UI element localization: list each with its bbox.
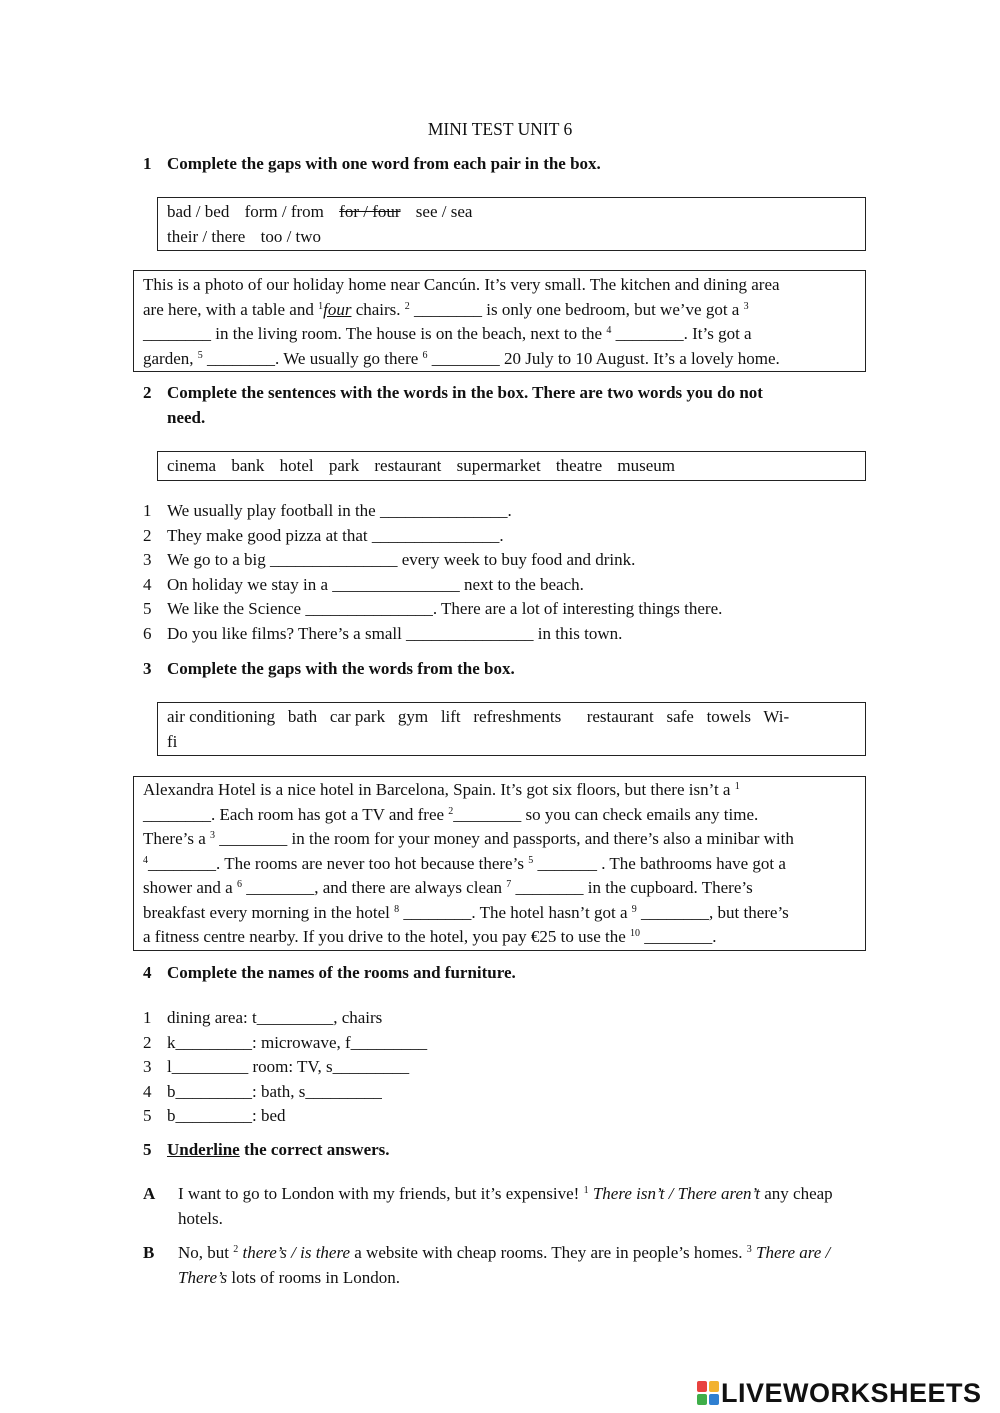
q2-sentence-list bbox=[143, 499, 722, 647]
q1-pair-3-crossed: for / four bbox=[339, 202, 401, 221]
q1-pair-4: see / sea bbox=[415, 202, 473, 221]
q1-text-line-4: garden, $^5$ ________. We usually go there $^6$ ________ 20 July to 10 August. It’s a lovely home. bbox=[143, 348, 780, 368]
q1-pair-6: too / two bbox=[260, 226, 322, 246]
speaker-a: A bbox=[143, 1184, 156, 1203]
q2-word-3: hotel bbox=[279, 456, 314, 475]
q2-word-5: restaurant bbox=[374, 456, 442, 475]
q1-heading bbox=[143, 152, 817, 177]
q2-word-2: bank bbox=[231, 456, 265, 475]
q3-text-line-4: $^4$________. The rooms are never too hot because there’s $^5$ _______ . The bathrooms have got a bbox=[143, 853, 786, 873]
q2-number: 2 bbox=[143, 383, 152, 402]
q3-text-line-1: Alexandra Hotel is a nice hotel in Barcelona, Spain. It’s got six floors, but there isn’t a $^1$ bbox=[143, 780, 740, 799]
q5-dialogue-a: A I want to go to London with my friends, but it’s expensive! $^1$ There isn’t / There aren’t any cheap hotels. bbox=[143, 1184, 833, 1228]
q4-item: 1 dining area: t_________, chairs bbox=[143, 1008, 383, 1027]
q1-word-box bbox=[157, 197, 866, 251]
q1-pair-5: their / there bbox=[167, 226, 246, 246]
q2-sentence: 6 Do you like films? There’s a small _______________ in this town. bbox=[143, 623, 623, 643]
q1-text-line-1: This is a photo of our holiday home near Cancún. It’s very small. The kitchen and dining area bbox=[143, 275, 780, 294]
q4-item: 5 b_________: bed bbox=[143, 1106, 286, 1126]
q4-instruction: Complete the names of the rooms and furniture. bbox=[167, 963, 516, 982]
q3-word-box bbox=[157, 702, 866, 756]
q1-example-answer: four bbox=[323, 299, 352, 319]
q5-number: 5 bbox=[143, 1140, 152, 1159]
q3-text-line-3: There’s a $^3$ ________ in the room for your money and passports, and there’s also a minibar with bbox=[143, 829, 794, 848]
q3-text-line-7: a fitness centre nearby. If you drive to the hotel, you pay €25 to use the $^{10}$ ________. bbox=[143, 927, 717, 946]
q3-word-box-line-2: fi bbox=[167, 731, 178, 751]
q2-word-6: supermarket bbox=[456, 456, 541, 475]
q4-item: 4 b_________: bath, s_________ bbox=[143, 1081, 382, 1101]
q5-option-3[interactable]: There are / There’s bbox=[178, 1243, 831, 1287]
q1-number: 1 bbox=[143, 154, 152, 173]
q5-option-2[interactable]: there’s / is there bbox=[238, 1243, 350, 1262]
liveworksheets-logo bbox=[697, 1378, 982, 1408]
q5-instruction-underlined: Underline bbox=[167, 1140, 240, 1159]
q5-heading bbox=[143, 1138, 817, 1163]
q2-instruction-line-2: need. bbox=[167, 407, 206, 427]
q3-text-line-2: ________. Each room has got a TV and free $^2$________ so you can check emails any time. bbox=[143, 804, 759, 824]
q5-instruction: the correct answers. bbox=[239, 1140, 390, 1159]
q3-number: 3 bbox=[143, 659, 152, 678]
q1-text-line-2: are here, with a table and $^1$four chairs. $^2$ ________ is only one bedroom, but we’ve got a $^3$ bbox=[143, 299, 749, 319]
q3-text-line-5: shower and a $^6$ ________, and there are always clean $^7$ ________ in the cupboard. There’s bbox=[143, 878, 753, 897]
q2-sentence: 2 They make good pizza at that _______________. bbox=[143, 525, 504, 545]
q2-heading bbox=[143, 381, 817, 430]
q4-item: 3 l_________ room: TV, s_________ bbox=[143, 1057, 410, 1077]
q3-instruction: Complete the gaps with the words from the box. bbox=[167, 659, 515, 678]
q1-text-line-3: ________ in the living room. The house is on the beach, next to the $^4$ ________. It’s got a bbox=[143, 324, 752, 343]
logo-tiles-icon bbox=[697, 1381, 719, 1405]
q3-heading bbox=[143, 657, 817, 682]
q1-text-box bbox=[133, 270, 866, 372]
q4-heading bbox=[143, 961, 817, 986]
q4-item: 2 k_________: microwave, f_________ bbox=[143, 1032, 428, 1052]
q2-word-1: cinema bbox=[167, 456, 217, 475]
q2-instruction-line-1: Complete the sentences with the words in the box. There are two words you do not bbox=[167, 383, 763, 402]
q2-word-8: museum bbox=[617, 456, 676, 475]
q3-text-line-6: breakfast every morning in the hotel $^8$ ________. The hotel hasn’t got a $^9$ ________, but there’s bbox=[143, 902, 789, 922]
q2-word-7: theatre bbox=[555, 456, 603, 475]
q5-option-1[interactable]: There isn’t / There aren’t bbox=[588, 1184, 760, 1203]
q3-word-box-line-1: air conditioning bath car park gym lift refreshments restaurant safe towels Wi- bbox=[167, 707, 790, 726]
logo-text: LIVEWORKSHEETS bbox=[721, 1377, 982, 1408]
q2-sentence: 3 We go to a big _______________ every week to buy food and drink. bbox=[143, 550, 636, 570]
q2-word-4: park bbox=[328, 456, 360, 475]
q2-sentence: 1 We usually play football in the _______________. bbox=[143, 501, 512, 520]
q5-dialogue-b: B No, but $^2$ there’s / is there a website with cheap rooms. They are in people’s homes. $^3$ There are / There’s lots of rooms in London. bbox=[143, 1243, 831, 1287]
q1-instruction: Complete the gaps with one word from each pair in the box. bbox=[167, 154, 601, 173]
page-title: MINI TEST UNIT 6 bbox=[427, 119, 573, 139]
q2-sentence: 5 We like the Science _______________. There are a lot of interesting things there. bbox=[143, 599, 723, 619]
q3-text-box bbox=[133, 776, 866, 951]
q1-pair-1: bad / bed bbox=[167, 202, 230, 221]
q2-sentence: 4 On holiday we stay in a _______________ next to the beach. bbox=[143, 574, 584, 594]
q4-number: 4 bbox=[143, 963, 152, 982]
q1-pair-2: form / from bbox=[244, 202, 324, 221]
q4-item-list bbox=[143, 1006, 427, 1129]
speaker-b: B bbox=[143, 1243, 155, 1262]
q2-word-box bbox=[157, 451, 866, 481]
